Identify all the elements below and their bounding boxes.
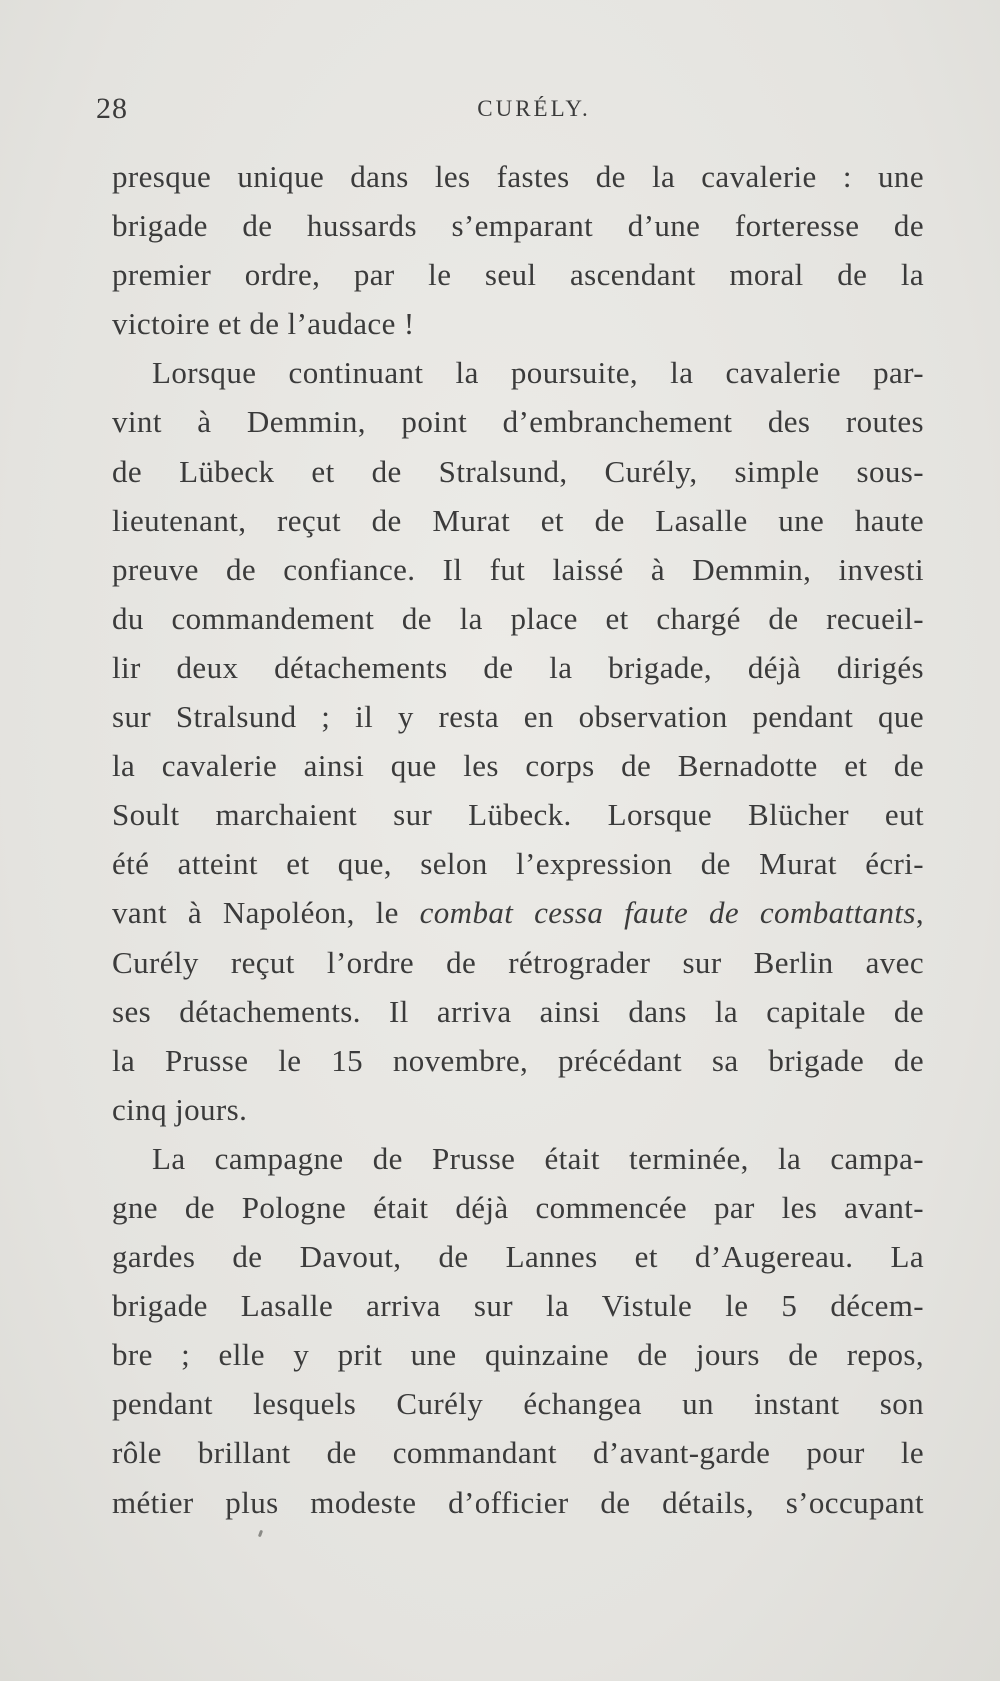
text-line: la cavalerie ainsi que les corps de Bernadotte et de [112, 748, 924, 784]
text-line-with-italic [112, 888, 924, 937]
text-line: victoire et de l’audace ! [112, 306, 415, 342]
page-number: 28 [96, 92, 128, 125]
text-line: lir deux détachements de la brigade, déjà dirigés [112, 649, 924, 685]
text-segment: vant à Napoléon, le [112, 895, 420, 931]
text-line: gne de Pologne était déjà commencée par les avant- [112, 1189, 924, 1225]
text-line: Lorsque continuant la poursuite, la cavalerie par- [152, 355, 924, 391]
text-line: bre ; elle y prit une quinzaine de jours de repos, [112, 1337, 924, 1373]
text-line: premier ordre, par le seul ascendant moral de la [112, 257, 924, 293]
text-line: la Prusse le 15 novembre, précédant sa brigade de [112, 1042, 924, 1078]
text-line: pendant lesquels Curély échangea un instant son [112, 1386, 924, 1422]
text-line: presque unique dans les fastes de la cavalerie : une [112, 159, 924, 194]
italic-quote: combat cessa faute de combattants [419, 895, 916, 931]
text-line: Curély reçut l’ordre de rétrograder sur Berlin avec [112, 944, 924, 980]
text-line: gardes de Davout, de Lannes et d’Augereau. La [112, 1239, 924, 1275]
text-line: de Lübeck et de Stralsund, Curély, simple sous- [112, 453, 924, 489]
text-line: rôle brillant de commandant d’avant-garde pour le [112, 1435, 924, 1471]
running-head [96, 92, 932, 142]
text-line: du commandement de la place et chargé de recueil- [112, 600, 924, 636]
text-segment: , [915, 895, 924, 931]
text-line: lieutenant, reçut de Murat et de Lasalle une haute [112, 502, 924, 538]
ink-speck [258, 1530, 263, 1538]
text-line: brigade Lasalle arriva sur la Vistule le 5 décem- [112, 1288, 924, 1324]
text-line: sur Stralsund ; il y resta en observation pendant que [112, 699, 924, 735]
text-line: La campagne de Prusse était terminée, la campa- [152, 1140, 924, 1176]
text-line: vint à Demmin, point d’embranchement des routes [112, 404, 924, 440]
running-title: CURÉLY. [477, 96, 591, 121]
text-line: cinq jours. [112, 1091, 248, 1127]
text-line: Soult marchaient sur Lübeck. Lorsque Blücher eut [112, 797, 924, 833]
text-line: ses détachements. Il arriva ainsi dans la capitale de [112, 993, 924, 1029]
body-text [112, 152, 924, 1527]
text-line: été atteint et que, selon l’expression de Murat écri- [112, 846, 924, 882]
text-line: brigade de hussards s’emparant d’une forteresse de [112, 208, 924, 244]
text-line: preuve de confiance. Il fut laissé à Demmin, investi [112, 551, 924, 587]
text-line: métier plus modeste d’officier de détails, s’occupant [112, 1484, 924, 1520]
